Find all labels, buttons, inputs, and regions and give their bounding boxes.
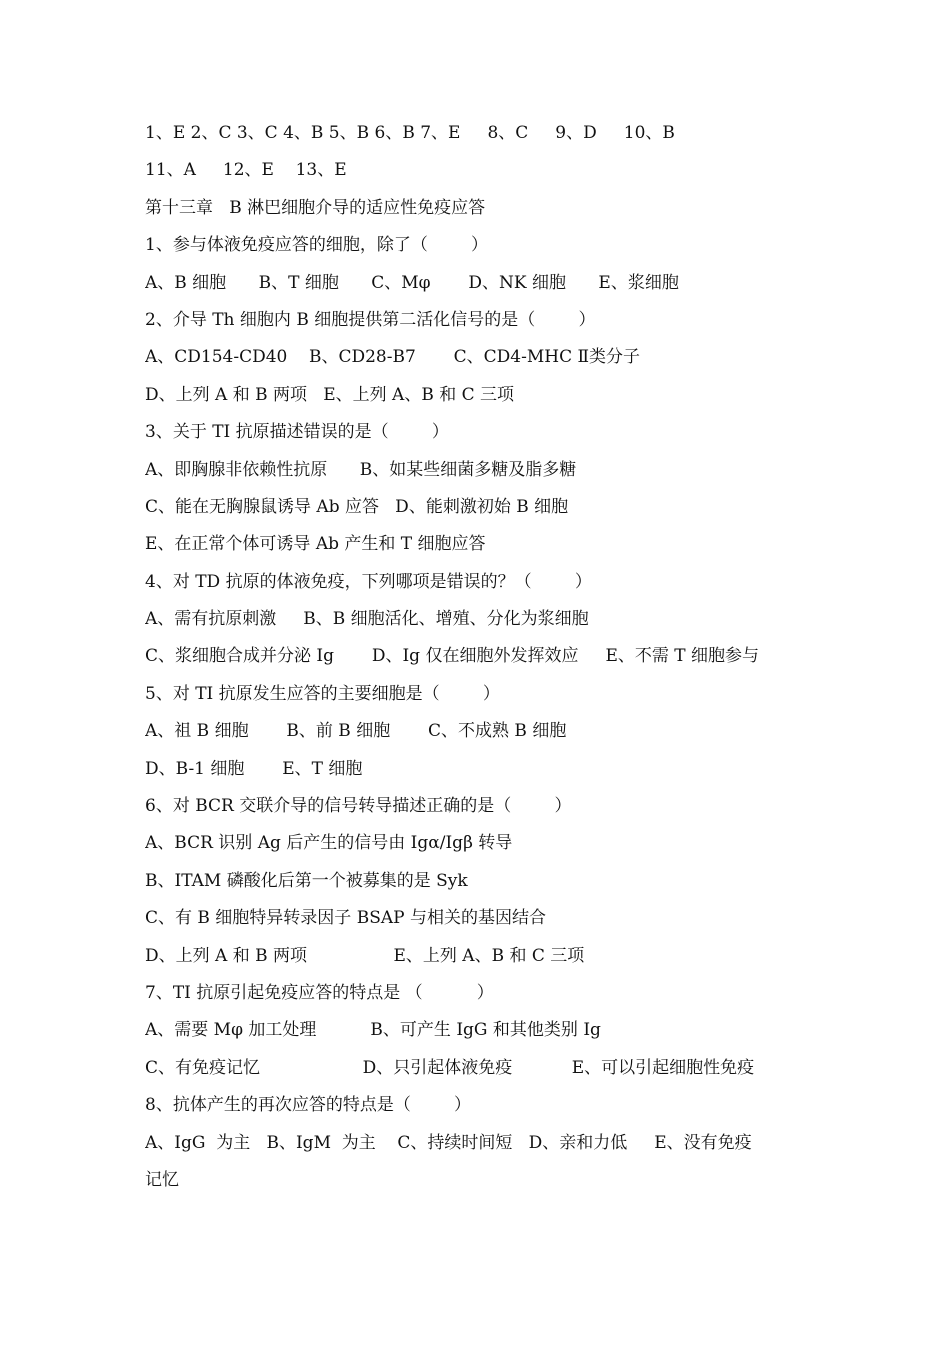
question-5-options-1: A、祖 B 细胞 B、前 B 细胞 C、不成熟 B 细胞 (145, 721, 567, 742)
question-4: 4、对 TD 抗原的体液免疫，下列哪项是错误的？（ ） (145, 571, 592, 592)
question-7: 7、TI 抗原引起免疫应答的特点是 （ ） (145, 982, 494, 1003)
question-8-options: A、IgG 为主 B、IgM 为主 C、持续时间短 D、亲和力低 E、没有免疫 (145, 1132, 752, 1153)
question-2-options-2: D、上列 A 和 B 两项 E、上列 A、B 和 C 三项 (145, 384, 515, 405)
document-body (145, 115, 825, 1199)
question-1-options: A、B 细胞 B、T 细胞 C、Mφ D、NK 细胞 E、浆细胞 (145, 272, 679, 293)
answer-key-line-1: 1、E 2、C 3、C 4、B 5、B 6、B 7、E 8、C 9、D 10、B (145, 123, 675, 143)
question-6: 6、对 BCR 交联介导的信号转导描述正确的是（ ） (145, 796, 572, 817)
question-3-options-1: A、即胸腺非依赖性抗原 B、如某些细菌多糖及脂多糖 (145, 459, 577, 480)
question-6-option-c: C、有 B 细胞特异转录因子 BSAP 与相关的基因结合 (145, 908, 546, 929)
question-8: 8、抗体产生的再次应答的特点是（ ） (145, 1095, 472, 1116)
question-3-options-2: C、能在无胸腺鼠诱导 Ab 应答 D、能刺激初始 B 细胞 (145, 496, 569, 517)
question-5: 5、对 TI 抗原发生应答的主要细胞是（ ） (145, 683, 500, 704)
question-4-options-2: C、浆细胞合成并分泌 Ig D、Ig 仅在细胞外发挥效应 E、不需 T 细胞参与 (145, 646, 760, 667)
chapter-title: 第十三章 B 淋巴细胞介导的适应性免疫应答 (145, 197, 486, 218)
question-6-option-b: B、ITAM 磷酸化后第一个被募集的是 Syk (145, 870, 468, 891)
question-6-option-a: A、BCR 识别 Ag 后产生的信号由 Igα/Igβ 转导 (145, 833, 513, 854)
question-2-options-1: A、CD154-CD40 B、CD28-B7 C、CD4-MHC Ⅱ类分子 (145, 347, 641, 368)
question-2: 2、介导 Th 细胞内 B 细胞提供第二活化信号的是（ ） (145, 309, 596, 330)
answer-key-line-2: 11、A 12、E 13、E (145, 160, 347, 181)
question-3: 3、关于 TI 抗原描述错误的是（ ） (145, 422, 449, 443)
question-1: 1、参与体液免疫应答的细胞，除了（ ） (145, 235, 489, 256)
question-3-options-3: E、在正常个体可诱导 Ab 产生和 T 细胞应答 (145, 534, 486, 555)
question-7-options-2: C、有免疫记忆 D、只引起体液免疫 E、可以引起细胞性免疫 (145, 1057, 755, 1078)
question-5-options-2: D、B-1 细胞 E、T 细胞 (145, 758, 363, 779)
question-6-options-de: D、上列 A 和 B 两项 E、上列 A、B 和 C 三项 (145, 945, 585, 966)
question-8-options-continued: 记忆 (145, 1169, 179, 1190)
question-7-options-1: A、需要 Mφ 加工处理 B、可产生 IgG 和其他类别 Ig (145, 1020, 601, 1041)
question-4-options-1: A、需有抗原刺激 B、B 细胞活化、增殖、分化为浆细胞 (145, 609, 589, 630)
